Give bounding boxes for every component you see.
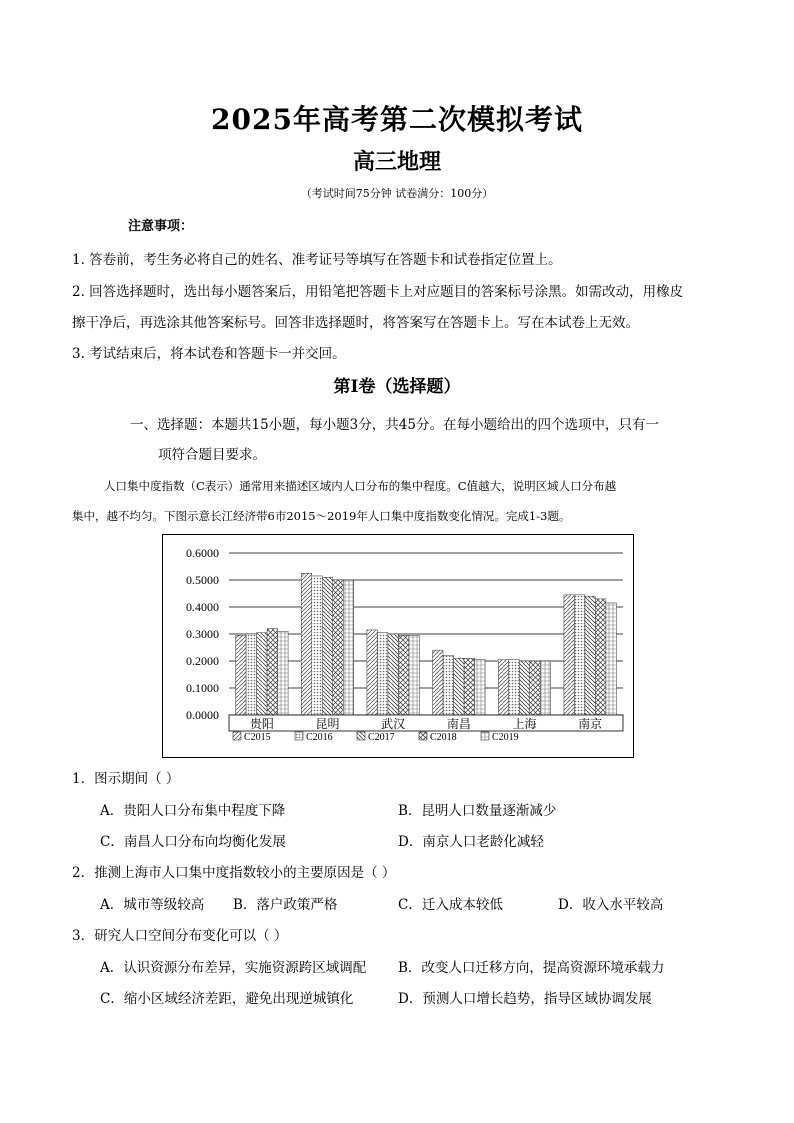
bar-C2018-0	[267, 629, 278, 715]
y-tick-label: 0.1000	[186, 681, 219, 695]
legend-label: C2017	[368, 732, 395, 743]
section-instruction: 一、选择题：本题共15小题，每小题3分，共45分。在每小题给出的四个选项中，只有一	[130, 417, 659, 433]
exam-time-info: （考试时间75分钟 试卷满分：100分）	[300, 187, 494, 200]
bar-C2016-1	[312, 576, 323, 715]
x-tick-label: 南京	[578, 717, 603, 731]
legend-label: C2019	[492, 732, 519, 743]
legend-label: C2015	[244, 732, 271, 743]
bar-C2015-4	[498, 660, 509, 715]
intro-text: 人口集中度指数（C表示）通常用来描述区域内人口分布的集中程度。C值越大，说明区域人口分布越	[104, 479, 617, 493]
bar-C2015-5	[564, 595, 575, 715]
bar-C2017-2	[388, 634, 399, 715]
bar-C2018-5	[595, 599, 606, 715]
bar-C2015-3	[433, 650, 444, 715]
chart-frame	[162, 534, 634, 758]
bar-C2019-5	[606, 603, 617, 715]
population-concentration-chart	[163, 535, 633, 757]
notice-heading: 注意事项：	[128, 219, 194, 234]
q3-option-a[interactable]: A．认识资源分布差异，实施资源跨区域调配	[100, 960, 367, 976]
bar-C2018-2	[398, 635, 409, 715]
section-instruction-cont: 项符合题目要求。	[158, 447, 266, 463]
bar-C2019-0	[278, 631, 289, 715]
bar-C2016-3	[443, 656, 454, 715]
legend-swatch	[481, 732, 489, 740]
bar-C2015-0	[236, 635, 247, 715]
bar-C2017-4	[519, 661, 530, 715]
legend-label: C2016	[306, 732, 333, 743]
y-tick-label: 0.0000	[186, 708, 219, 722]
bar-C2017-3	[454, 658, 465, 715]
legend-swatch	[419, 732, 427, 740]
y-tick-label: 0.4000	[186, 600, 219, 614]
x-tick-label: 昆明	[315, 717, 340, 731]
q2-option-c[interactable]: C．迁入成本较低	[398, 897, 503, 913]
y-tick-label: 0.6000	[186, 546, 219, 560]
notice-item-3: 3. 考试结束后，将本试卷和答题卡一并交回。	[72, 346, 346, 362]
bar-C2016-0	[246, 634, 257, 715]
question-3-stem: 3．研究人口空间分布变化可以（ ）	[72, 928, 288, 944]
intro-text-cont: 集中，越不均匀。下图示意长江经济带6市2015～2019年人口集中度指数变化情况。完成1-3题。	[72, 509, 571, 523]
q1-option-a[interactable]: A．贵阳人口分布集中程度下降	[100, 803, 286, 819]
bar-C2018-3	[464, 658, 475, 715]
legend-label: C2018	[430, 732, 457, 743]
bar-C2018-1	[333, 580, 344, 715]
notice-item-1: 1. 答卷前，考生务必将自己的姓名、准考证号等填写在答题卡和试卷指定位置上。	[72, 252, 562, 268]
q3-option-c[interactable]: C．缩小区域经济差距，避免出现逆城镇化	[100, 991, 354, 1007]
q1-option-d[interactable]: D．南京人口老龄化减轻	[398, 834, 544, 850]
q1-option-b[interactable]: B．昆明人口数量逐渐减少	[398, 803, 557, 819]
q3-option-d[interactable]: D．预测人口增长趋势，指导区域协调发展	[398, 991, 652, 1007]
y-tick-label: 0.5000	[186, 573, 219, 587]
legend-swatch	[233, 732, 241, 740]
bar-C2015-1	[301, 573, 312, 715]
bar-C2015-2	[367, 630, 378, 715]
x-tick-label: 贵阳	[249, 717, 274, 731]
question-1-stem: 1．图示期间（ ）	[72, 771, 180, 787]
bar-C2019-1	[343, 580, 354, 715]
y-tick-label: 0.3000	[186, 627, 219, 641]
bar-C2019-2	[409, 635, 420, 715]
bar-C2016-4	[509, 660, 520, 715]
q2-option-d[interactable]: D．收入水平较高	[558, 897, 664, 913]
section-title: 第Ⅰ卷（选择题）	[333, 377, 461, 397]
notice-item-2: 2. 回答选择题时，选出每小题答案后，用铅笔把答题卡上对应题目的答案标号涂黑。如需改动，用橡皮	[72, 284, 684, 300]
bar-C2017-1	[322, 577, 333, 715]
question-2-stem: 2．推测上海市人口集中度指数较小的主要原因是（ ）	[72, 865, 396, 881]
bar-C2016-5	[574, 595, 585, 715]
bar-C2019-4	[540, 661, 551, 715]
bar-C2018-4	[530, 661, 541, 715]
x-axis-band	[229, 715, 623, 731]
q3-option-b[interactable]: B．改变人口迁移方向，提高资源环境承载力	[398, 960, 665, 976]
q2-option-b[interactable]: B．落户政策严格	[233, 897, 338, 913]
exam-title: 2025年高考第二次模拟考试	[211, 103, 583, 136]
bar-C2017-5	[585, 596, 596, 715]
bar-C2016-2	[377, 633, 388, 715]
bar-C2019-3	[475, 660, 486, 715]
y-tick-label: 0.2000	[186, 654, 219, 668]
bar-C2017-0	[257, 633, 268, 715]
q1-option-c[interactable]: C．南昌人口分布向均衡化发展	[100, 834, 286, 850]
q2-option-a[interactable]: A．城市等级较高	[100, 897, 205, 913]
x-tick-label: 武汉	[381, 717, 406, 731]
x-tick-label: 南昌	[446, 717, 471, 731]
x-tick-label: 上海	[512, 717, 537, 731]
notice-item-2-cont: 擦干净后，再选涂其他答案标号。回答非选择题时，将答案写在答题卡上。写在本试卷上无效。	[72, 315, 639, 331]
exam-subject: 高三地理	[352, 149, 441, 175]
legend-swatch	[357, 732, 365, 740]
legend-swatch	[295, 732, 303, 740]
